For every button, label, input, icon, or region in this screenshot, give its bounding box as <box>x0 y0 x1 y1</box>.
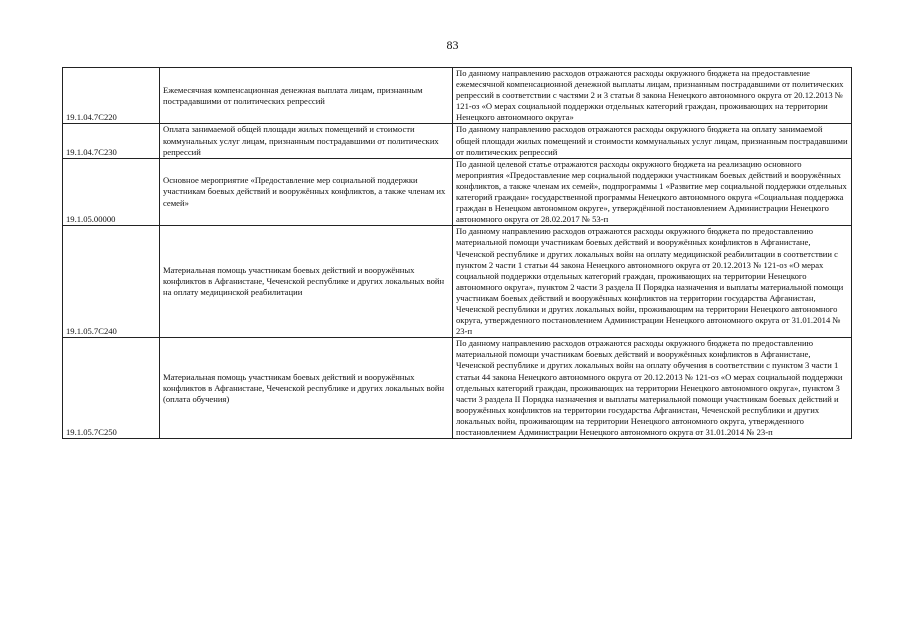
table-row <box>63 68 852 124</box>
expense-description: По данному направлению расходов отражаются расходы окружного бюджета по предоставлению материальной помощи участникам боевых действий и вооружённых конфликтов в Афганистане, Чеченской республике и других локальных войн на оплату обучения в соответствии с пунктом 3 части 1 статьи 44 закона Ненецкого автономного округа от 20.12.2013 № 121-оз «О мерах социальной поддержки отдельных категорий граждан, проживающих на территории Ненецкого автономного округа», пунктом 3 части 3 раздела II Порядка назначения и выплаты материальной помощи участникам боевых действий и вооружённых конфликтов на территории государства Афганистан, Чеченской республики и других локальных войн, проживающим на территории Ненецкого автономного округа, утвержденного постановлением Администрации Ненецкого автономного округа от 31.01.2014 № 23-п <box>453 338 852 439</box>
expense-name: Материальная помощь участникам боевых действий и вооружённых конфликтов в Афганистане, Чеченской республике и других локальных войн на оплату медицинской реабилитации <box>160 226 453 338</box>
expense-description: По данной целевой статье отражаются расходы окружного бюджета на реализацию основного мероприятия «Предоставление мер социальной поддержки участникам боевых действий и вооружённых конфликтов, а также членам их семей», подпрограммы 1 «Развитие мер социальной поддержки отдельных категорий граждан» государственной программы Ненецкого автономного округа «Социальная поддержка граждан в Ненецком автономном округе», утверждённой постановлением Администрации Ненецкого автономного округа от 28.02.2017 № 53-п <box>453 158 852 226</box>
expense-description: По данному направлению расходов отражаются расходы окружного бюджета по предоставлению материальной помощи участникам боевых действий и вооружённых конфликтов в Афганистане, Чеченской республике и других локальных войн на оплату медицинской реабилитации в соответствии с пунктом 2 части 1 статьи 44 закона Ненецкого автономного округа от 20.12.2013 № 121-оз «О мерах социальной поддержки отдельных категорий граждан, проживающих на территории Ненецкого автономного округа», пунктом 2 части 3 раздела II Порядка назначения и выплаты материальной помощи участникам боевых действий и вооружённых конфликтов на территории государства Афганистан, Чеченской республики и других локальных войн, проживающим на территории Ненецкого автономного округа, утвержденного постановлением Администрации Ненецкого автономного округа от 31.01.2014 № 23-п <box>453 226 852 338</box>
expense-description: По данному направлению расходов отражаются расходы окружного бюджета на оплату занимаемой общей площади жилых помещений и стоимости коммунальных услуг лицам, признанным пострадавшими от политических репрессий <box>453 124 852 158</box>
table-row <box>63 158 852 226</box>
target-article-code: 19.1.05.7С250 <box>63 338 160 439</box>
target-article-code: 19.1.05.00000 <box>63 158 160 226</box>
expense-name: Материальная помощь участникам боевых действий и вооружённых конфликтов в Афганистане, Чеченской республике и других локальных войн (оплата обучения) <box>160 338 453 439</box>
budget-classification-table <box>62 67 852 439</box>
expense-name: Ежемесячная компенсационная денежная выплата лицам, признанным пострадавшими от политических репрессий <box>160 68 453 124</box>
target-article-code: 19.1.04.7С230 <box>63 124 160 158</box>
target-article-code: 19.1.05.7С240 <box>63 226 160 338</box>
table-row <box>63 124 852 158</box>
expense-name: Основное мероприятие «Предоставление мер социальной поддержки участникам боевых действий и вооружённых конфликтов, а также членам их семей» <box>160 158 453 226</box>
expense-description: По данному направлению расходов отражаются расходы окружного бюджета на предоставление ежемесячной компенсационной денежной выплаты лицам, признанным пострадавшими от политических репрессий в соответствии с частями 2 и 3 статьи 8 закона Ненецкого автономного округа от 20.12.2013 № 121-оз «О мерах социальной поддержки отдельных категорий граждан, проживающих на территории Ненецкого автономного округа» <box>453 68 852 124</box>
table-row <box>63 226 852 338</box>
page-number: 83 <box>446 38 459 52</box>
expense-name: Оплата занимаемой общей площади жилых помещений и стоимости коммунальных услуг лицам, признанным пострадавшими от политических репрессий <box>160 124 453 158</box>
target-article-code: 19.1.04.7С220 <box>63 68 160 124</box>
table-row <box>63 338 852 439</box>
